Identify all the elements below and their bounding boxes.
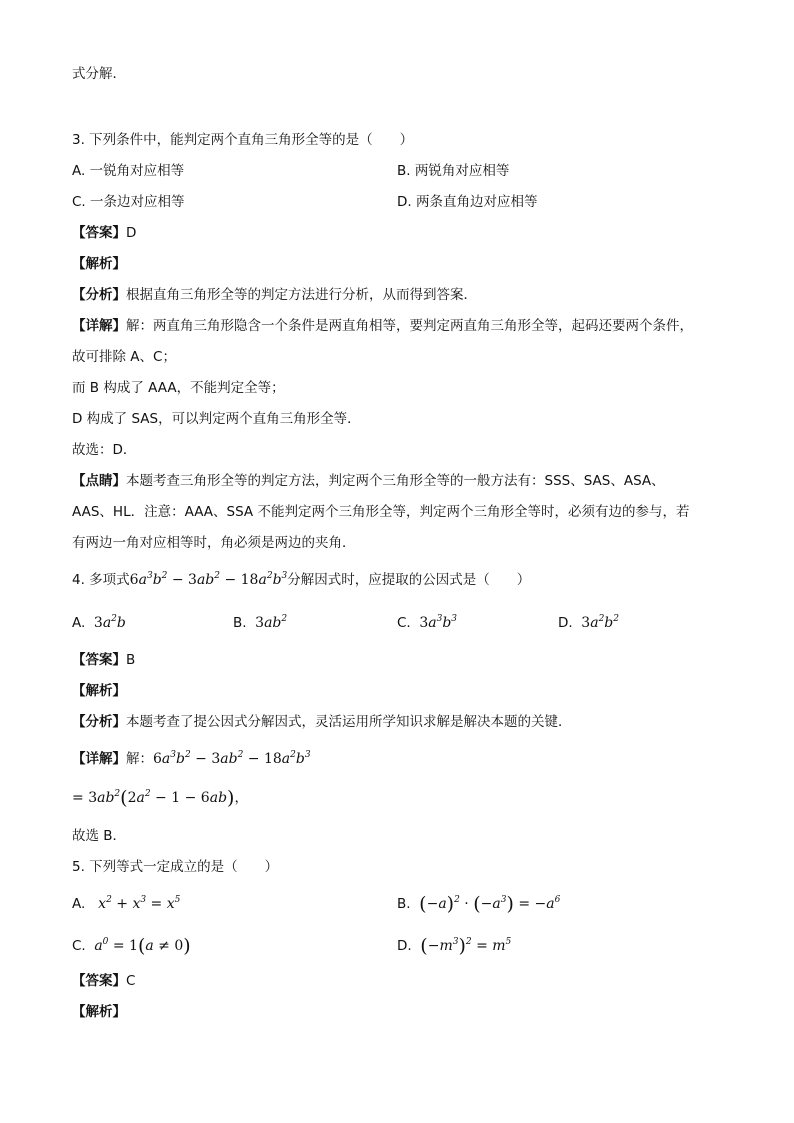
q3-option-b: B. 两锐角对应相等 [397,163,510,179]
q3-option-d: D. 两条直角边对应相等 [397,194,538,210]
q3-analysis-heading: 【解析】 [72,256,126,272]
option-label: B. [397,896,411,912]
analysis-tag: 【分析】 [72,714,126,730]
remark-tag: 【点睛】 [72,473,126,489]
q5-option-d: D. $(-m^3)^2 = m^5$ [397,935,512,957]
option-label: C. [72,938,86,954]
detail-text: 解：两直角三角形隐含一个条件是两直角相等，要判定两直角三角形全等，起码还要两个条件， [126,318,693,334]
q4-polynomial: $6a^3b^2 - 3ab^2 - 18a^2b^3$ [129,571,288,588]
q4-analysis-heading: 【解析】 [72,683,126,699]
question-4 [72,570,530,590]
q4-detail [72,749,311,769]
q4-conclusion: 故选 B． [72,828,127,844]
detail-text: 解： [126,751,153,767]
detail-tag: 【详解】 [72,318,126,334]
answer-value: D [126,225,137,241]
q3-remark-line: AAS、HL．注意：AAA、SSA 不能判定两个三角形全等，判定两个三角形全等时，必须有边的参与，若 [72,504,690,520]
q3-remark [72,471,665,491]
q5-option-c: C. $a^0 = 1(a \ne 0)$ [72,935,191,957]
q3-detail-line: D 构成了 SAS，可以判定两个直角三角形全等． [72,411,361,427]
q3-detail [72,316,693,336]
q4-option-d: D. $3a^2b^2$ [558,614,619,631]
answer-tag: 【答案】 [72,652,126,668]
q5-option-b: B. $(-a)^2 \cdot (-a^3) = -a^6$ [397,893,561,915]
option-label: C. [397,615,411,631]
option-label: B. [233,615,247,631]
q3-analysis [72,285,477,305]
text-line: 式分解． [72,66,126,82]
q4-detail-result: = $3ab^2(2a^2 - 1 - 6ab)$， [72,787,248,809]
analysis-text: 本题考查了提公因式分解因式，灵活运用所学知识求解是解决本题的关键． [126,714,572,730]
q4-option-a: A. $3a^2b$ [72,614,126,631]
option-label: A. [72,615,86,631]
analysis-text: 根据直角三角形全等的判定方法进行分析，从而得到答案． [126,287,477,303]
q3-remark-line: 有两边一角对应相等时，角必须是两边的夹角． [72,535,356,551]
answer-value: B [126,652,136,668]
q4-detail-expression: $6a^3b^2 - 3ab^2 - 18a^2b^3$ [153,750,311,767]
analysis-tag: 【分析】 [72,287,126,303]
remark-text: 本题考查三角形全等的判定方法，判定两个三角形全等的一般方法有：SSS、SAS、ASA、 [126,473,665,489]
q5-answer [72,971,135,991]
q4-prefix: 4. 多项式 [72,572,130,588]
q3-option-c: C. 一条边对应相等 [72,194,185,210]
q3-detail-line: 故可排除 A、C； [72,349,176,365]
q5-analysis-heading: 【解析】 [72,1004,126,1020]
question-3: 3. 下列条件中，能判定两个直角三角形全等的是（ ） [72,132,414,148]
option-label: A. [72,896,86,912]
question-5: 5. 下列等式一定成立的是（ ） [72,859,279,875]
q5-option-a: A. $x^2 + x^3 = x^5$ [72,895,181,912]
answer-value: C [126,973,136,989]
detail-tag: 【详解】 [72,751,126,767]
option-label: D. [558,615,573,631]
q4-option-b: B. $3ab^2$ [233,614,288,631]
q4-suffix: 分解因式时，应提取的公因式是（ ） [287,572,531,588]
answer-tag: 【答案】 [72,225,126,241]
q4-option-c: C. $3a^3b^3$ [397,614,458,631]
q3-option-a: A. 一锐角对应相等 [72,163,185,179]
q3-detail-line: 故选：D． [72,442,137,458]
q3-detail-line: 而 B 构成了 AAA，不能判定全等； [72,380,285,396]
option-label: D. [397,938,412,954]
q4-answer [72,650,135,670]
q4-analysis [72,712,572,732]
answer-tag: 【答案】 [72,973,126,989]
q3-answer [72,223,136,243]
